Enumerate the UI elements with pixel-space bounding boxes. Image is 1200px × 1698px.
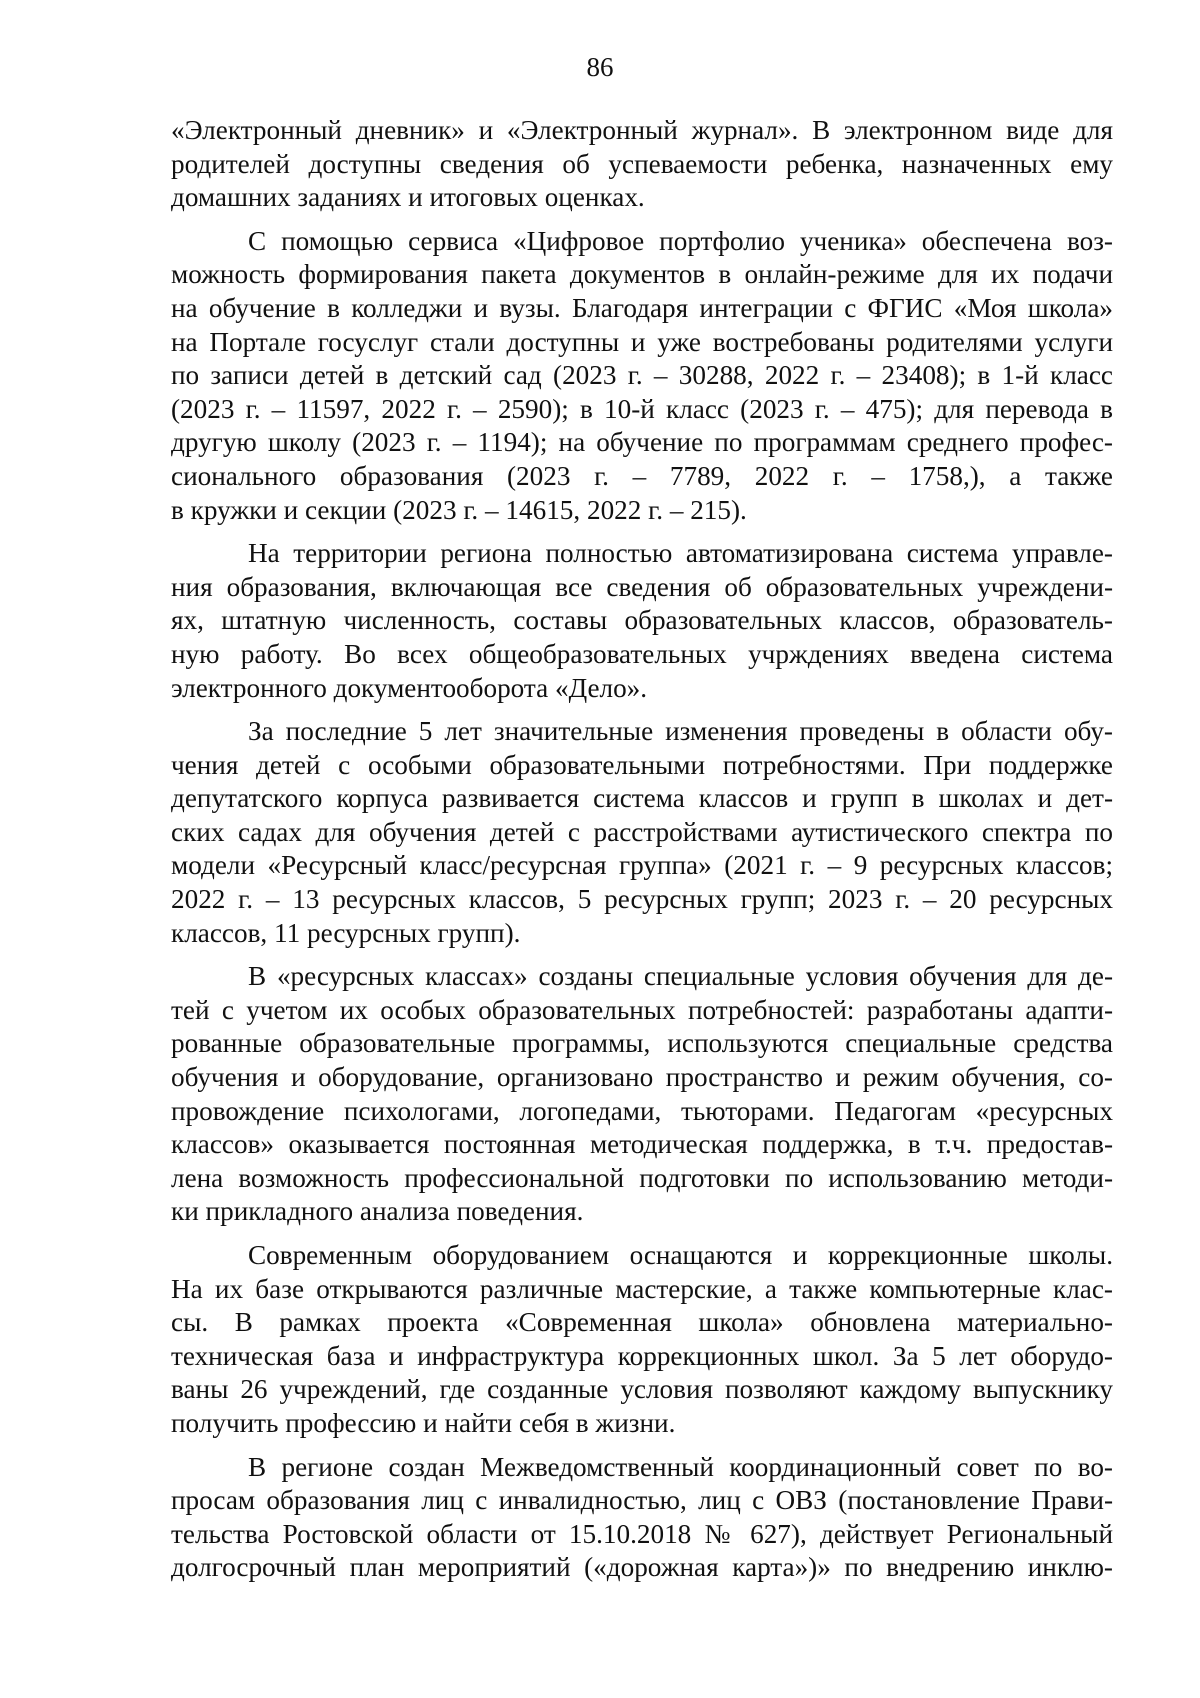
text-line: В «ресурсных классах» созданы специальные условия обучения для де- bbox=[248, 961, 1113, 992]
text-line: ских садах для обучения детей с расстройствами аутистического спектра по bbox=[171, 816, 1113, 847]
text-line: электронного документооборота «Дело». bbox=[171, 672, 648, 703]
document-body bbox=[171, 114, 1113, 1595]
text-line: домашних заданиях и итоговых оценках. bbox=[171, 182, 645, 213]
paragraph bbox=[171, 1451, 1113, 1585]
text-line: классов, 11 ресурсных групп). bbox=[171, 917, 521, 948]
page-number: 86 bbox=[586, 52, 614, 82]
paragraph bbox=[171, 537, 1113, 705]
text-line: ную работу. Во всех общеобразовательных учрждениях введена система bbox=[171, 638, 1113, 669]
text-line: На территории региона полностью автоматизирована система управле- bbox=[248, 538, 1113, 569]
paragraph bbox=[171, 1239, 1113, 1441]
text-line: рованные образовательные программы, используются специальные средства bbox=[171, 1028, 1113, 1059]
text-line: просам образования лиц с инвалидностью, лиц с ОВЗ (постановление Прави- bbox=[171, 1485, 1113, 1516]
text-line: лена возможность профессиональной подготовки по использованию методи- bbox=[171, 1162, 1113, 1193]
text-line: обучения и оборудование, организовано пространство и режим обучения, со- bbox=[171, 1062, 1113, 1093]
text-line: модели «Ресурсный класс/ресурсная группа» (2021 г. – 9 ресурсных классов; bbox=[171, 850, 1113, 881]
text-line: сионального образования (2023 г. – 7789, 2022 г. – 1758,), а также bbox=[171, 460, 1113, 491]
text-line: За последние 5 лет значительные изменения проведены в области обу- bbox=[248, 716, 1113, 747]
paragraph bbox=[171, 114, 1113, 215]
text-line: можность формирования пакета документов в онлайн-режиме для их подачи bbox=[171, 259, 1113, 290]
text-line: в кружки и секции (2023 г. – 14615, 2022 г. – 215). bbox=[171, 494, 747, 525]
text-line: родителей доступны сведения об успеваемости ребенка, назначенных ему bbox=[171, 148, 1113, 179]
text-line: получить профессию и найти себя в жизни. bbox=[171, 1407, 676, 1438]
text-line: сы. В рамках проекта «Современная школа» обновлена материально- bbox=[171, 1307, 1113, 1338]
text-line: классов» оказывается постоянная методическая поддержка, в т.ч. предостав- bbox=[171, 1129, 1113, 1160]
text-line: долгосрочный план мероприятий («дорожная карта»)» по внедрению инклю- bbox=[171, 1552, 1113, 1583]
text-line: ния образования, включающая все сведения об образовательных учреждени- bbox=[171, 571, 1113, 602]
paragraph bbox=[171, 225, 1113, 527]
text-line: чения детей с особыми образовательными потребностями. При поддержке bbox=[171, 749, 1113, 780]
text-line: тей с учетом их особых образовательных потребностей: разработаны адапти- bbox=[171, 994, 1113, 1025]
text-line: техническая база и инфраструктура коррекционных школ. За 5 лет оборудо- bbox=[171, 1340, 1113, 1371]
text-line: другую школу (2023 г. – 1194); на обучение по программам среднего профес- bbox=[171, 427, 1113, 458]
paragraph bbox=[171, 960, 1113, 1229]
text-line: 2022 г. – 13 ресурсных классов, 5 ресурсных групп; 2023 г. – 20 ресурсных bbox=[171, 884, 1113, 915]
text-line: С помощью сервиса «Цифровое портфолио ученика» обеспечена воз- bbox=[248, 225, 1113, 256]
text-line: В регионе создан Межведомственный координационный совет по во- bbox=[248, 1451, 1113, 1482]
text-line: тельства Ростовской области от 15.10.2018 № 627), действует Региональный bbox=[171, 1518, 1113, 1549]
paragraph bbox=[171, 715, 1113, 950]
text-line: «Электронный дневник» и «Электронный журнал». В электронном виде для bbox=[171, 115, 1113, 145]
text-line: провождение психологами, логопедами, тьюторами. Педагогам «ресурсных bbox=[171, 1095, 1113, 1126]
text-line: (2023 г. – 11597, 2022 г. – 2590); в 10-й класс (2023 г. – 475); для перевода в bbox=[171, 393, 1113, 424]
text-line: ях, штатную численность, составы образовательных классов, образователь- bbox=[171, 605, 1113, 636]
text-line: депутатского корпуса развивается система классов и групп в школах и дет- bbox=[171, 783, 1113, 814]
text-line: ки прикладного анализа поведения. bbox=[171, 1196, 584, 1227]
text-line: На их базе открываются различные мастерские, а также компьютерные клас- bbox=[171, 1273, 1113, 1304]
text-line: на обучение в колледжи и вузы. Благодаря интеграции с ФГИС «Моя школа» bbox=[171, 292, 1113, 323]
text-line: на Портале госуслуг стали доступны и уже востребованы родителями услуги bbox=[171, 326, 1113, 357]
text-line: ваны 26 учреждений, где созданные условия позволяют каждому выпускнику bbox=[171, 1374, 1113, 1405]
text-line: по записи детей в детский сад (2023 г. – 30288, 2022 г. – 23408); в 1-й класс bbox=[171, 360, 1113, 391]
text-line: Современным оборудованием оснащаются и коррекционные школы. bbox=[248, 1240, 1113, 1270]
